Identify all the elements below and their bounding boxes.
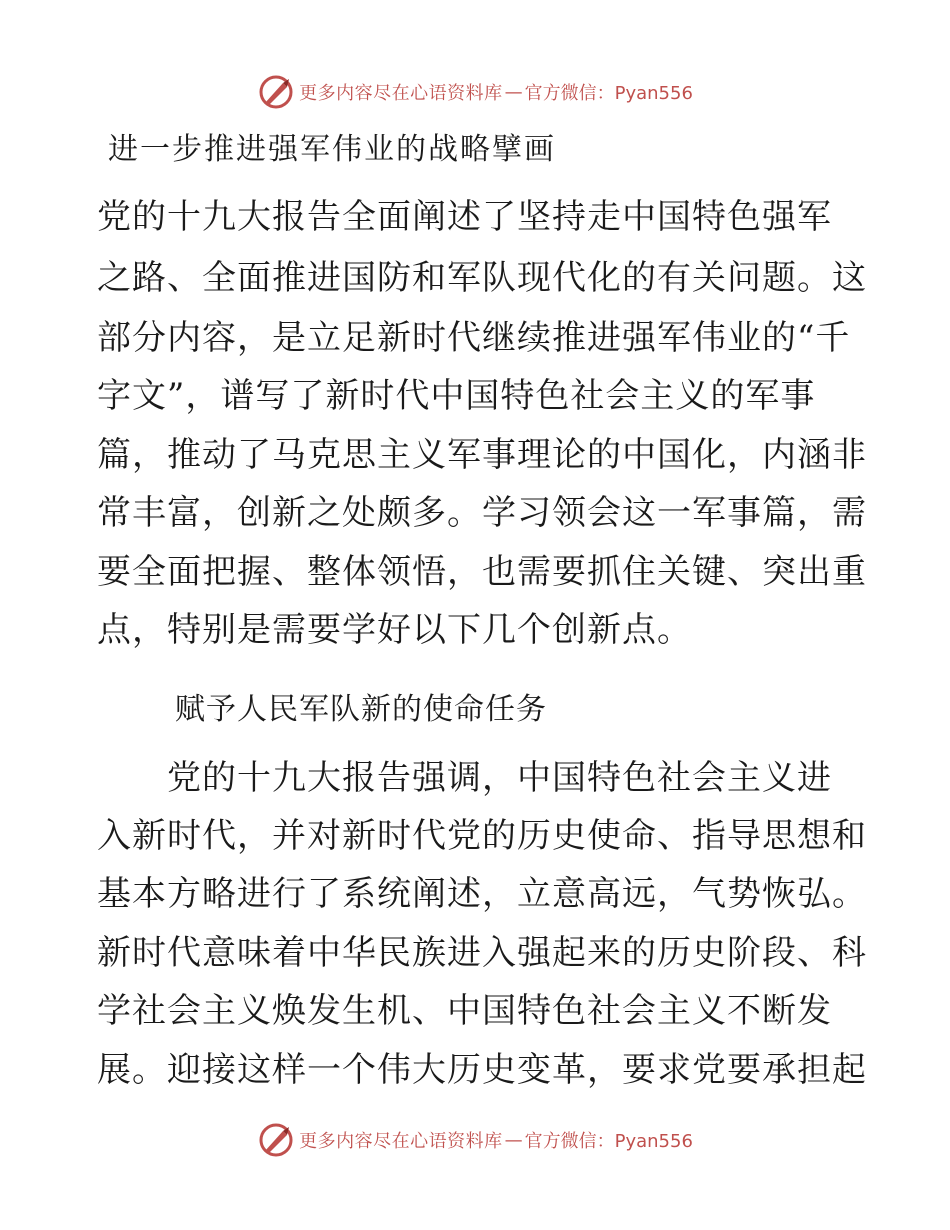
banner-separator: — xyxy=(504,81,523,103)
banner-wechat-text: 官方微信：Pyan556 xyxy=(524,1131,693,1152)
paragraph2-line: 学社会主义焕发生机、中国特色社会主义不断发 xyxy=(97,991,832,1031)
paragraph2-line: 入新时代，并对新时代党的历史使命、指导思想和 xyxy=(97,816,867,856)
quill-logo-icon xyxy=(257,1121,295,1159)
paragraph1-line: 要全面把握、整体领悟，也需要抓住关键、突出重 xyxy=(97,552,867,592)
banner-library-text: 更多内容尽在心语资料库 xyxy=(299,1131,503,1152)
header-banner xyxy=(0,70,950,114)
banner-separator: — xyxy=(504,1129,523,1151)
paragraph1-line: 党的十九大报告全面阐述了坚持走中国特色强军 xyxy=(97,197,832,237)
quill-logo-icon xyxy=(257,73,295,111)
section-heading: 赋予人民军队新的使命任务 xyxy=(175,692,547,727)
paragraph2-line: 党的十九大报告强调，中国特色社会主义进 xyxy=(97,758,832,798)
paragraph2-line: 新时代意味着中华民族进入强起来的历史阶段、科 xyxy=(97,933,867,973)
paragraph2-line: 基本方略进行了系统阐述，立意高远，气势恢弘。 xyxy=(97,874,867,914)
paragraph1-line: 篇，推动了马克思主义军事理论的中国化，内涵非 xyxy=(97,435,867,475)
paragraph1-line: 常丰富，创新之处颇多。学习领会这一军事篇，需 xyxy=(97,493,867,533)
paragraph1-line: 字文”，谱写了新时代中国特色社会主义的军事 xyxy=(97,376,816,416)
footer-banner xyxy=(0,1118,950,1162)
banner-wechat-text: 官方微信：Pyan556 xyxy=(524,83,693,104)
paragraph2-line: 展。迎接这样一个伟大历史变革，要求党要承担起 xyxy=(97,1050,867,1090)
document-title: 进一步推进强军伟业的战略擘画 xyxy=(108,132,556,167)
paragraph1-line: 点，特别是需要学好以下几个创新点。 xyxy=(97,610,692,650)
banner-library-text: 更多内容尽在心语资料库 xyxy=(299,83,503,104)
paragraph1-line: 之路、全面推进国防和军队现代化的有关问题。这 xyxy=(97,258,867,298)
paragraph1-line: 部分内容，是立足新时代继续推进强军伟业的“千 xyxy=(97,318,851,358)
